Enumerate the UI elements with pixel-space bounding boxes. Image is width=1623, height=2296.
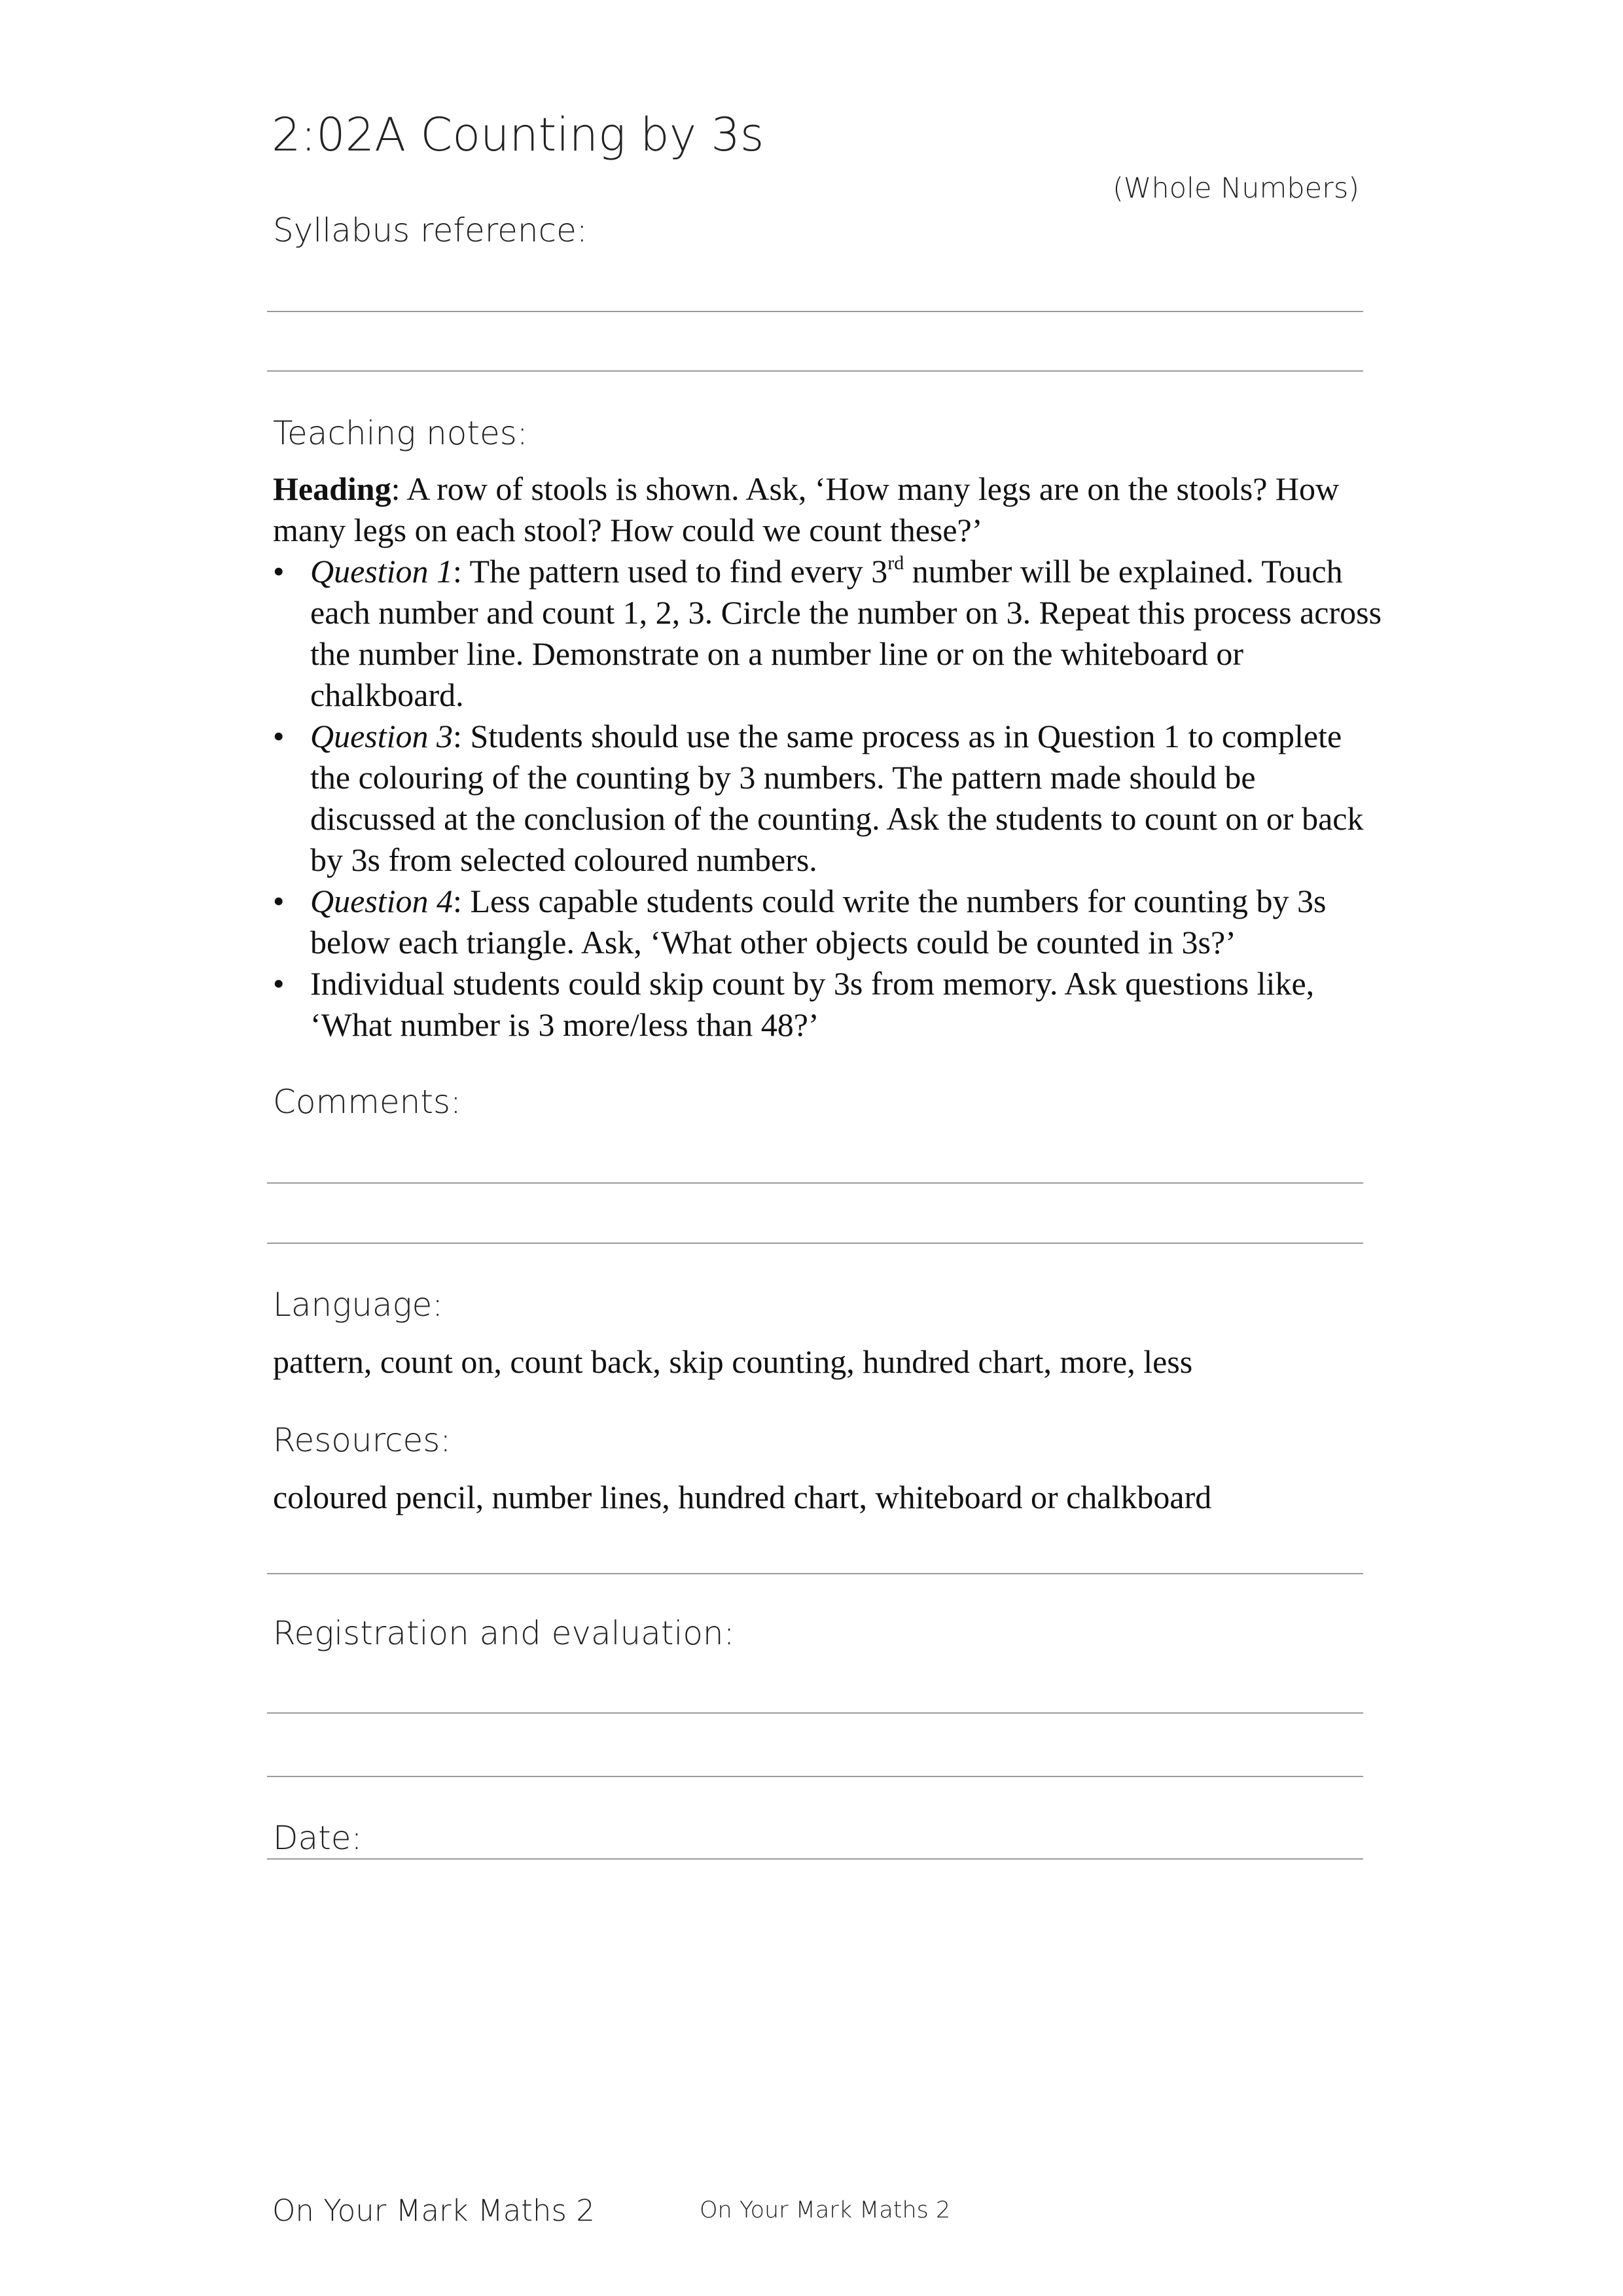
date-line <box>267 1858 1363 1860</box>
resources-label: Resources: <box>273 1421 452 1459</box>
footer-left: On Your Mark Maths 2 <box>272 2193 595 2228</box>
list-item <box>273 963 1385 1046</box>
heading-label: Heading <box>273 470 391 507</box>
writing-line <box>267 311 1363 312</box>
strand-label: (Whole Numbers) <box>1113 172 1359 205</box>
list-item-text: number will be explained. Touch each number and count 1, 2, 3. Circle the number on 3. Repeat this process across the number line. Demonstrate on a number line or on the whiteboard or chalkboard. <box>310 553 1382 713</box>
divider <box>267 1573 1363 1574</box>
writing-line <box>267 1182 1363 1184</box>
comments-label: Comments: <box>273 1083 461 1121</box>
teaching-notes-body <box>273 468 1385 1046</box>
language-text: pattern, count on, count back, skip counting, hundred chart, more, less <box>273 1343 1193 1380</box>
date-label: Date: <box>273 1819 363 1857</box>
registration-label: Registration and evaluation: <box>273 1614 735 1652</box>
teaching-notes-label: Teaching notes: <box>273 414 528 452</box>
heading-text: : A row of stools is shown. Ask, ‘How many legs are on the stools? How many legs on each stool? How could we count these?’ <box>273 470 1340 548</box>
list-item-text: Individual students could skip count by 3s from memory. Ask questions like, ‘What number is 3 more/less than 48?’ <box>310 965 1315 1043</box>
language-label: Language: <box>273 1286 444 1324</box>
list-item-text: : The pattern used to find every 3 <box>453 553 888 590</box>
writing-line <box>267 1776 1363 1777</box>
syllabus-reference-label: Syllabus reference: <box>273 211 588 249</box>
list-item <box>273 716 1385 881</box>
page-title: 2:02A Counting by 3s <box>272 108 764 162</box>
list-item <box>273 551 1385 716</box>
bullet-icon: • <box>273 553 285 590</box>
notes-heading-paragraph <box>273 468 1385 551</box>
writing-line <box>267 1712 1363 1714</box>
list-item <box>273 881 1385 963</box>
question-ref: Question 3 <box>310 718 454 754</box>
question-ref: Question 1 <box>310 553 454 590</box>
footer-center: On Your Mark Maths 2 <box>700 2197 951 2223</box>
notes-list <box>273 551 1385 1046</box>
writing-line <box>267 1243 1363 1244</box>
superscript: rd <box>887 552 904 574</box>
resources-text: coloured pencil, number lines, hundred chart, whiteboard or chalkboard <box>273 1479 1212 1515</box>
bullet-icon: • <box>273 718 285 754</box>
writing-line <box>267 370 1363 372</box>
bullet-icon: • <box>273 965 285 1002</box>
question-ref: Question 4 <box>310 883 454 919</box>
bullet-icon: • <box>273 883 285 919</box>
list-item-text: : Less capable students could write the numbers for counting by 3s below each triangle. Ask, ‘What other objects could be counted in 3s?’ <box>310 883 1327 961</box>
list-item-text: : Students should use the same process as in Question 1 to complete the colouring of the counting by 3 numbers. The pattern made should be discussed at the conclusion of the counting. Ask the students to count on or back by 3s from selected coloured numbers. <box>310 718 1364 878</box>
